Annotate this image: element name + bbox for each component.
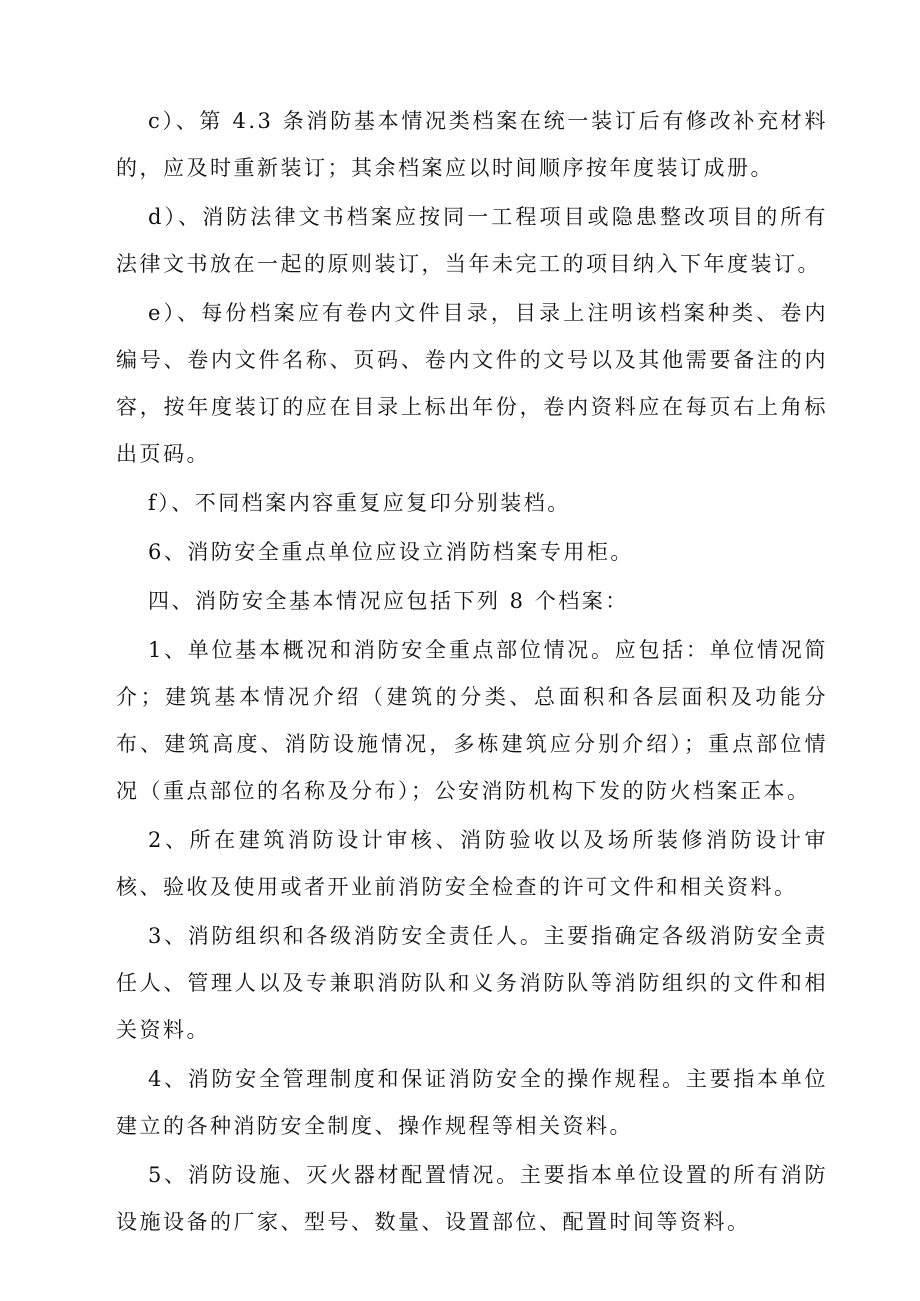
paragraph-archive-4: 4、消防安全管理制度和保证消防安全的操作规程。主要指本单位建立的各种消防安全制度、操作规程等相关资料。 bbox=[116, 1067, 828, 1138]
paragraph-d: d）、消防法律文书档案应按同一工程项目或隐患整改项目的所有法律文书放在一起的原则装订，当年未完工的项目纳入下年度装订。 bbox=[116, 205, 828, 276]
paragraph-f: f）、不同档案内容重复应复印分别装档。 bbox=[148, 491, 571, 515]
paragraph-archive-3: 3、消防组织和各级消防安全责任人。主要指确定各级消防安全责任人、管理人以及专兼职消防队和义务消防队等消防组织的文件和相关资料。 bbox=[116, 924, 828, 1042]
paragraph-item-6: 6、消防安全重点单位应设立消防档案专用柜。 bbox=[148, 540, 634, 564]
paragraph-archive-2: 2、所在建筑消防设计审核、消防验收以及场所装修消防设计审核、验收及使用或者开业前消防安全检查的许可文件和相关资料。 bbox=[116, 828, 828, 899]
paragraph-e: e）、每份档案应有卷内文件目录，目录上注明该档案种类、卷内编号、卷内文件名称、页码、卷内文件的文号以及其他需要备注的内容，按年度装订的应在目录上标出年份，卷内资料应在每页右上角标出页码。 bbox=[116, 301, 828, 466]
document-body bbox=[116, 98, 828, 1246]
section-heading-4: 四、消防安全基本情况应包括下列 8 个档案： bbox=[148, 589, 629, 613]
paragraph-c: c）、第 4.3 条消防基本情况类档案在统一装订后有修改补充材料的，应及时重新装订；其余档案应以时间顺序按年度装订成册。 bbox=[116, 109, 828, 180]
paragraph-archive-5: 5、消防设施、灭火器材配置情况。主要指本单位设置的所有消防设施设备的厂家、型号、数量、设置部位、配置时间等资料。 bbox=[116, 1163, 828, 1234]
paragraph-archive-1: 1、单位基本概况和消防安全重点部位情况。应包括：单位情况简介；建筑基本情况介绍（建筑的分类、总面积和各层面积及功能分布、建筑高度、消防设施情况，多栋建筑应分别介绍）；重点部位情况（重点部位的名称及分布）；公安消防机构下发的防火档案正本。 bbox=[116, 638, 828, 803]
